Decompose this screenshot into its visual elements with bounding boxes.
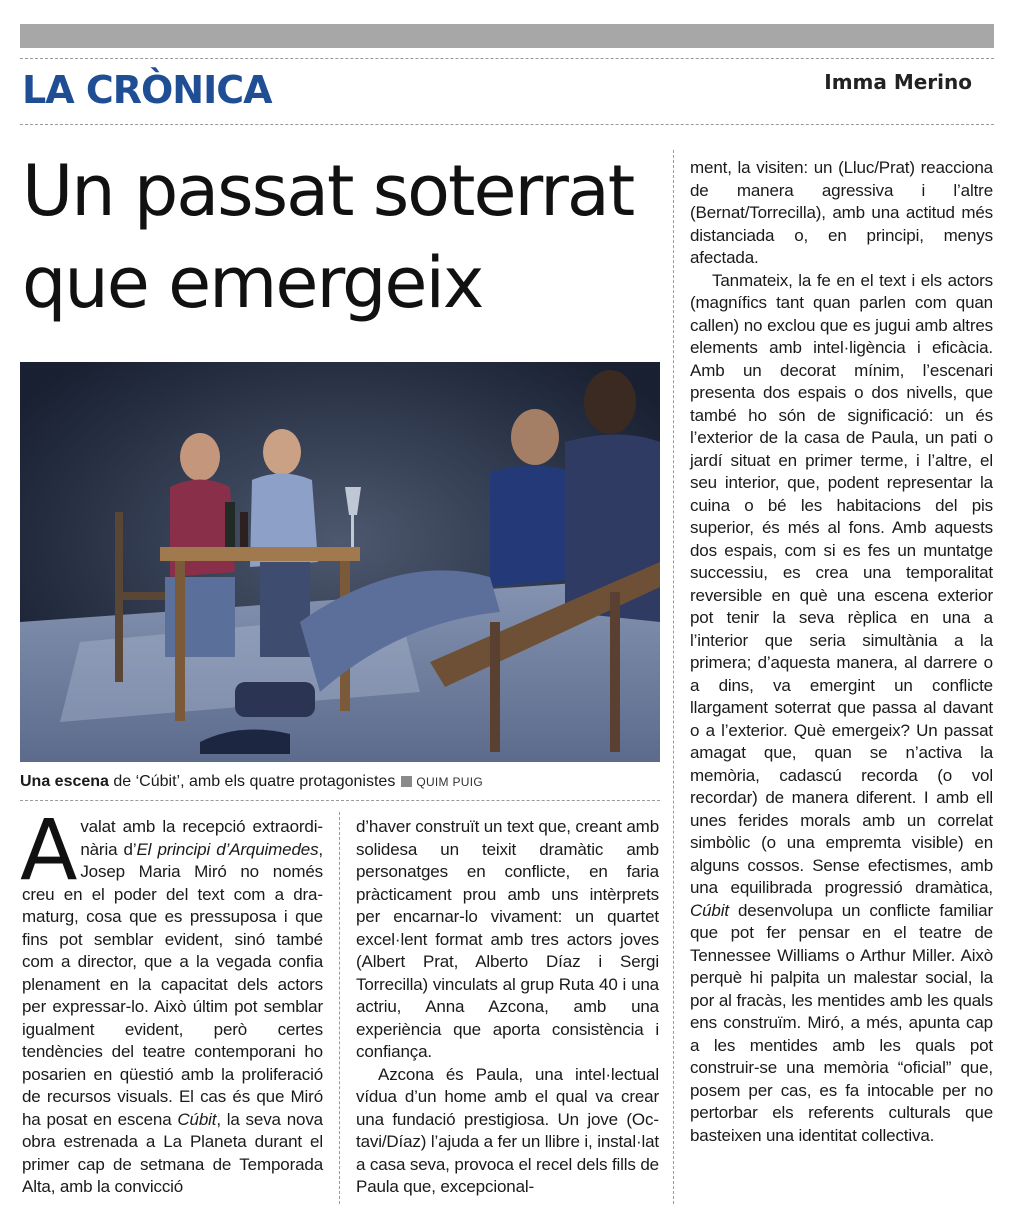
paragraph: d’haver construït un text que, creant amb solidesa un teixit dramàtic amb personatges en conflicte, en faria pràcticament prou amb uns intèrprets per encarnar-lo vivament: un quartet excel·lent format amb tres actors joves (Albert Prat, Alberto Díaz i Sergi Torrecilla) vinculats al grup Ruta 40 i una actriu, Anna Azcona, amb una experiència que aporta consistència i confiança.	[356, 817, 659, 1061]
article-photo	[20, 362, 660, 762]
column-2	[356, 816, 659, 1199]
caption-text: de ‘Cúbit’, amb els quatre protagonistes	[108, 773, 396, 790]
column-divider	[339, 812, 340, 1204]
italic-title: Cúbit	[177, 1109, 217, 1129]
paragraph	[690, 270, 993, 1148]
text-run: desenvolupa un conflicte familiar que pot fer pensar en el teatre de Tennessee Williams o Arthur Miller. Això perquè hi palpita un malestar social, la por al fracàs, les mentides amb les quals ens construïm. Miró, a més, apunta cap a les mentides amb les quals pot construir-se una memòria “oficial” que, posem per cas, es fa intocable per no pertorbar els referents culturals que basteixen una identitat collectiva.	[690, 900, 993, 1145]
header-bottom-rule	[20, 124, 994, 125]
drop-cap: A	[20, 801, 78, 899]
header-top-rule	[20, 58, 994, 59]
author-name: Imma Merino	[824, 70, 972, 94]
credit-square-icon	[401, 776, 412, 787]
photo-credit: QUIM PUIG	[416, 775, 484, 789]
italic-title: Cúbit	[690, 900, 729, 920]
italic-title: El principi d’Arquimedes	[136, 839, 319, 859]
headline: Un passat soterrat que emergeix	[22, 150, 634, 324]
text-run: Tanmateix, la fe en el text i els actors (magnífics tant quan parlen com quan callen) no exclou que es jugui amb altres elements amb intel·ligència i eficàcia. Amb un decorat mínim, l’escenari presenta dos espais o dos nivells, que també ho són de significació: un és l’exterior de la casa de Paula, un pati o jardí situat en primer terme, i l’altre, el seu interior, que, podent representar la cuina o bé les habitacions del pis superior, és més al fons. Amb aquests dos espais, com si es fes un muntatge successiu, es crea una temporalitat reversible en què una escena exterior pot tenir la seva rèplica en una a l’interior que seria simultània a la primera; d’aquesta manera, al darrere o a dins, va emergint un conflicte llargament soterrat que passa al davant o a l’exterior. Què emergeix? Un passat amagat que, quan se n’activa la memòria, cadascú recorda (o vol recordar) de manera diferent. I amb ell unes ferides morals amb un correlat simbòlic (o una empremta visible) en alguns cossos. Sense efectismes, amb una equilibrada progressió dramàtica,	[690, 270, 993, 897]
section-title: LA CRÒNICA	[22, 68, 272, 112]
paragraph: ment, la visiten: un (Lluc/Prat) reacciona de manera agressiva i l’altre (Bernat/Torrecilla), amb una actitud més distanciada o, en principi, menys afectada.	[690, 158, 993, 267]
paragraph: Azcona és Paula, una intel·lectual vídua d’un home amb el qual va crear una fundació prestigiosa. Un jove (Octavi/Díaz) l’ajuda a fer un llibre i, instal·lat a casa seva, provoca el recel dels fills de Paula que, excepcional-	[356, 1064, 659, 1196]
column-1	[20, 801, 323, 1199]
column-divider	[673, 150, 674, 1204]
photo-caption	[20, 772, 660, 792]
paragraph	[20, 801, 323, 1199]
text-run: valat amb la recepció extraordinària d’	[80, 817, 323, 859]
text-run: , Josep Maria Miró no només creu en el poder del text com a dramaturg, cosa que es pressuposa i que fins pot semblar evident, sinó també com a director, que a la vegada confia plenament en la capacitat dels actors per expressar-lo. Això últim pot semblar igualment evident, però certes tendències del teatre contemporani ho posarien en qüestió amb la proliferació de recursos visuals. El cas és que Miró ha posat en escena	[22, 839, 323, 1129]
caption-rule	[20, 800, 660, 801]
top-gray-bar	[20, 24, 994, 48]
caption-bold: Una escena	[20, 773, 109, 790]
text-run: , la seva nova obra estrenada a La Planeta durant el primer cap de setmana de Temporada Alta, amb la convicció	[22, 1109, 323, 1196]
column-3	[690, 157, 993, 1147]
